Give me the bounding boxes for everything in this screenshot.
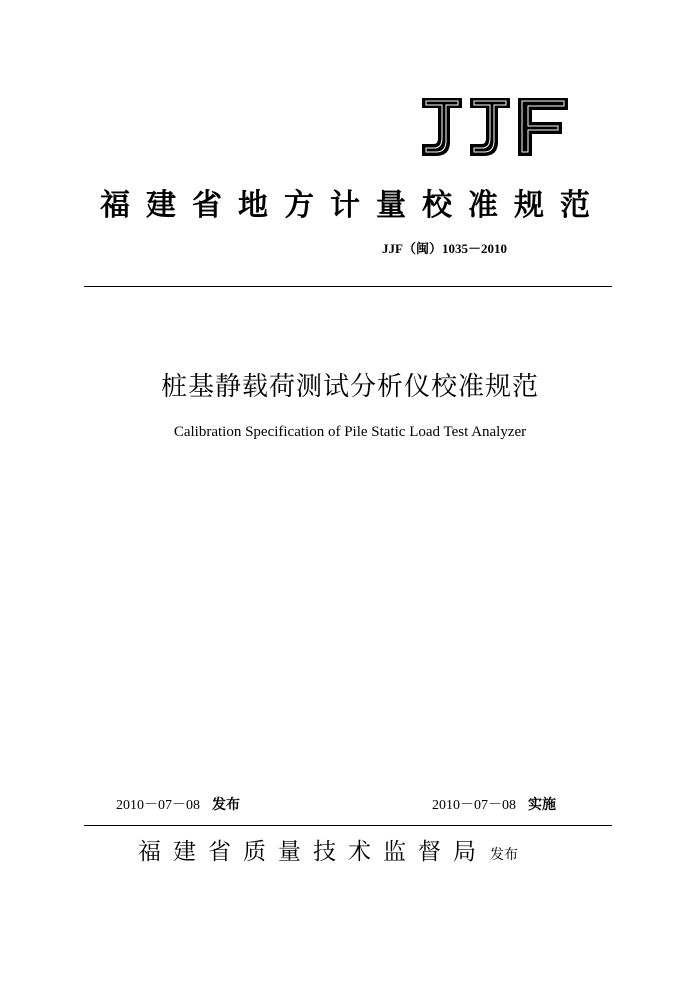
publish-date-line (116, 794, 240, 814)
effective-date: 2010－07－08 (432, 798, 516, 813)
effective-date-line (432, 794, 556, 814)
issuer-suffix: 发布 (490, 847, 518, 863)
document-title-en: Calibration Specification of Pile Static Load Test Analyzer (173, 424, 527, 440)
issuer-line (138, 832, 598, 872)
spec-number: JJF（闽）1035－2010 (382, 241, 507, 256)
logo-letter-j1 (422, 98, 462, 156)
logo-letter-f (518, 98, 568, 156)
publish-label: 发布 (212, 797, 240, 813)
footer-divider (84, 825, 612, 826)
jjf-logo (418, 96, 570, 160)
series-title: 福建省地方计量校准规范 (100, 188, 606, 223)
header-divider (84, 286, 612, 287)
document-title-cn: 桩基静载荷测试分析仪校准规范 (160, 372, 539, 402)
issuer-name: 福建省质量技术监督局 (138, 839, 488, 865)
effective-label: 实施 (528, 797, 556, 813)
publish-date: 2010－07－08 (116, 798, 200, 813)
logo-letter-j2 (470, 98, 510, 156)
